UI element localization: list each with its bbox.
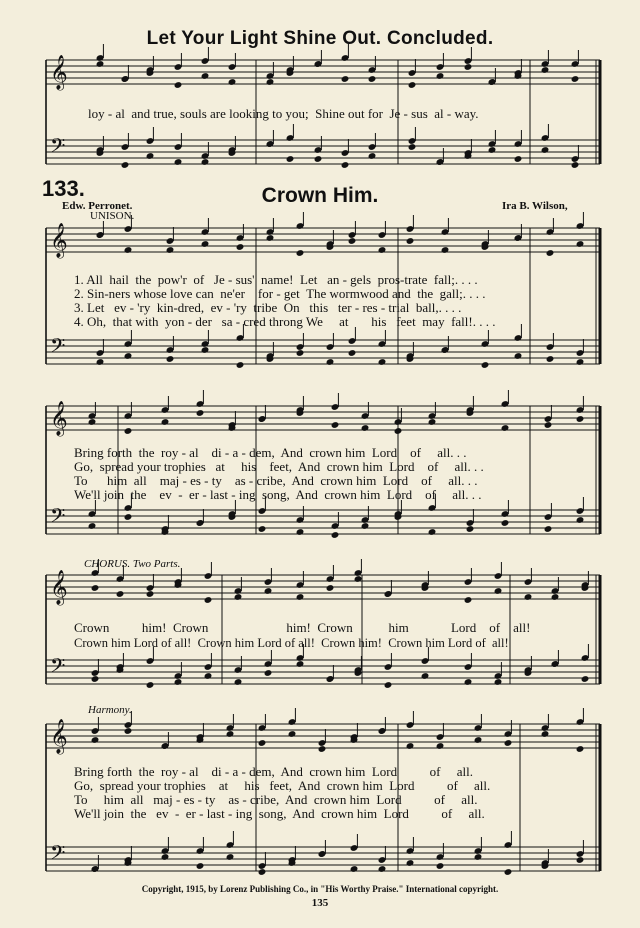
notehead [88,522,97,530]
notehead [361,424,370,432]
notehead [436,742,445,750]
notehead [341,161,350,169]
notehead [504,739,513,747]
notehead [196,409,205,417]
notehead [331,531,340,539]
prev-lyric-line: loy - al and true, souls are looking to you; Shine out for Je - sus al - way. [88,106,479,121]
notehead [296,593,305,601]
notehead [296,660,305,668]
notehead [348,349,357,357]
notehead [266,78,275,86]
notehead [288,730,297,738]
refrain-b-2: Go, spread your trophies at his feet, And crown him Lord of all. [74,778,491,793]
notehead [378,246,387,254]
notehead [576,358,585,366]
notehead [428,528,437,536]
notehead [204,596,213,604]
notehead [296,249,305,257]
notehead [464,63,473,71]
notehead [384,681,393,689]
notehead [406,742,415,750]
notehead [464,678,473,686]
notehead [501,519,510,527]
notehead [121,161,130,169]
bass-clef-icon: 𝄢 [50,654,66,682]
notehead [326,584,335,592]
notehead [551,593,560,601]
hymn-number: 133. [42,176,85,201]
bass-clef-icon: 𝄢 [50,134,66,162]
notehead [576,745,585,753]
notehead [546,249,555,257]
notehead [236,361,245,369]
notehead [501,424,510,432]
treble-clef-icon: 𝄞 [50,55,68,90]
notehead [368,75,377,83]
notehead [318,745,327,753]
notehead [226,730,235,738]
treble-clef-icon: 𝄞 [50,401,68,436]
notehead [226,853,235,861]
notehead [494,587,503,595]
notehead [91,736,100,744]
notehead [541,146,550,154]
chorus-marking: CHORUS. Two Parts. [84,558,181,570]
notehead [258,739,267,747]
notehead [174,81,183,89]
refrain-b-3: To him all maj - es - ty as - cribe, And crown him Lord of all. [74,792,478,807]
notehead [124,427,133,435]
composer: Ira B. Wilson, [502,200,568,212]
notehead [544,525,553,533]
notehead [541,730,550,738]
notehead [264,587,273,595]
notehead [378,358,387,366]
notehead [174,678,183,686]
refrain-b-4: We'll join the ev - er - last - ing song, And crown him Lord of all. [74,806,485,821]
notehead [474,853,483,861]
notehead [258,868,267,876]
notehead [258,525,267,533]
notehead [436,862,445,870]
notehead [348,237,357,245]
verse-2: 2. Sin-ners whose love can ne'er for - get The wormwood and the gall;. . . . [74,286,486,301]
notehead [314,155,323,163]
notehead [124,513,133,521]
refrain-a-3: To him all maj - es - ty as - cribe, And crown him Lord of all. . . [74,473,478,488]
notehead [234,678,243,686]
notehead [524,593,533,601]
notehead [174,158,183,166]
notehead [264,669,273,677]
notehead [576,856,585,864]
notehead [441,246,450,254]
bass-clef-icon: 𝄢 [50,841,66,869]
notehead [166,246,175,254]
notehead [408,81,417,89]
notehead [96,60,105,68]
notehead [266,234,275,242]
continued-title: Let Your Light Shine Out. Concluded. [146,28,494,49]
notehead [146,152,155,160]
page-number: 135 [311,897,329,909]
notehead [201,158,210,166]
notehead [88,418,97,426]
notehead [124,352,133,360]
notehead [228,78,237,86]
notehead [541,66,550,74]
notehead [350,865,359,873]
notehead [116,590,125,598]
notehead [161,418,170,426]
notehead [166,355,175,363]
chorus-line-2: Crown him Lord of all! Crown him Lord of all! Crown him! Crown him Lord of all! [74,636,509,650]
notehead [354,575,363,583]
notehead [296,528,305,536]
notehead [161,853,170,861]
notehead [96,358,105,366]
verse-4: 4. Oh, that with yon - der sa - cred throng We at his feet may fall!. . . . [74,314,496,329]
author: Edw. Perronet. [62,200,133,212]
refrain-a-1: Bring forth the roy - al di - a - dem, And crown him Lord of all. . . [74,445,467,460]
bass-clef-icon: 𝄢 [50,334,66,362]
notehead [201,346,210,354]
notehead [544,421,553,429]
notehead [576,516,585,524]
notehead [576,240,585,248]
verse-3: 3. Let ev - 'ry kin-dred, ev - 'ry tribe On this ter - res - trial ball,. . . . [74,300,462,315]
notehead [406,859,415,867]
notehead [91,675,100,683]
notehead [406,237,415,245]
notehead [341,75,350,83]
notehead [204,672,213,680]
bass-clef-icon: 𝄢 [50,504,66,532]
refrain-a-2: Go, spread your trophies at his feet, And crown him Lord of all. . . [74,459,484,474]
harmony-marking: Harmony. [88,704,132,716]
treble-clef-icon: 𝄞 [50,570,68,605]
notehead [481,361,490,369]
notehead [326,358,335,366]
notehead [428,418,437,426]
chorus-line-1: Crown him! Crown him! Crown him Lord of all! [74,620,531,635]
notehead [571,75,580,83]
notehead [201,240,210,248]
notehead [576,415,585,423]
notehead [466,525,475,533]
hymn-title: Crown Him. [261,184,379,207]
notehead [408,143,417,151]
treble-clef-icon: 𝄞 [50,719,68,754]
notehead [196,862,205,870]
notehead [331,421,340,429]
copyright: Copyright, 1915, by Lorenz Publishing Co., in "His Worthy Praise." International copyright. [141,884,499,894]
refrain-b-1: Bring forth the roy - al di - a - dem, And crown him Lord of all. [74,764,473,779]
treble-clef-icon: 𝄞 [50,223,68,258]
notehead [124,246,133,254]
notehead [236,243,245,251]
notehead [201,72,210,80]
refrain-a-4: We'll join the ev - er - last - ing song, And crown him Lord of all. . . [74,487,482,502]
notehead [361,522,370,530]
notehead [488,146,497,154]
notehead [494,678,503,686]
notehead [146,590,155,598]
unison-marking: UNISON. [90,210,135,222]
notehead [296,349,305,357]
notehead [146,681,155,689]
notehead [91,584,100,592]
notehead [546,355,555,363]
notehead [378,865,387,873]
notehead [421,672,430,680]
notehead [581,675,590,683]
notehead [124,727,133,735]
notehead [571,161,580,169]
notehead [436,72,445,80]
notehead [514,352,523,360]
notehead [514,155,523,163]
notehead [286,155,295,163]
notehead [234,593,243,601]
notehead [464,596,473,604]
notehead [504,868,513,876]
verse-1: 1. All hail the pow'r of Je - sus' name! Let an - gels pros-trate fall;. . . . [74,272,478,287]
notehead [474,736,483,744]
notehead [368,152,377,160]
